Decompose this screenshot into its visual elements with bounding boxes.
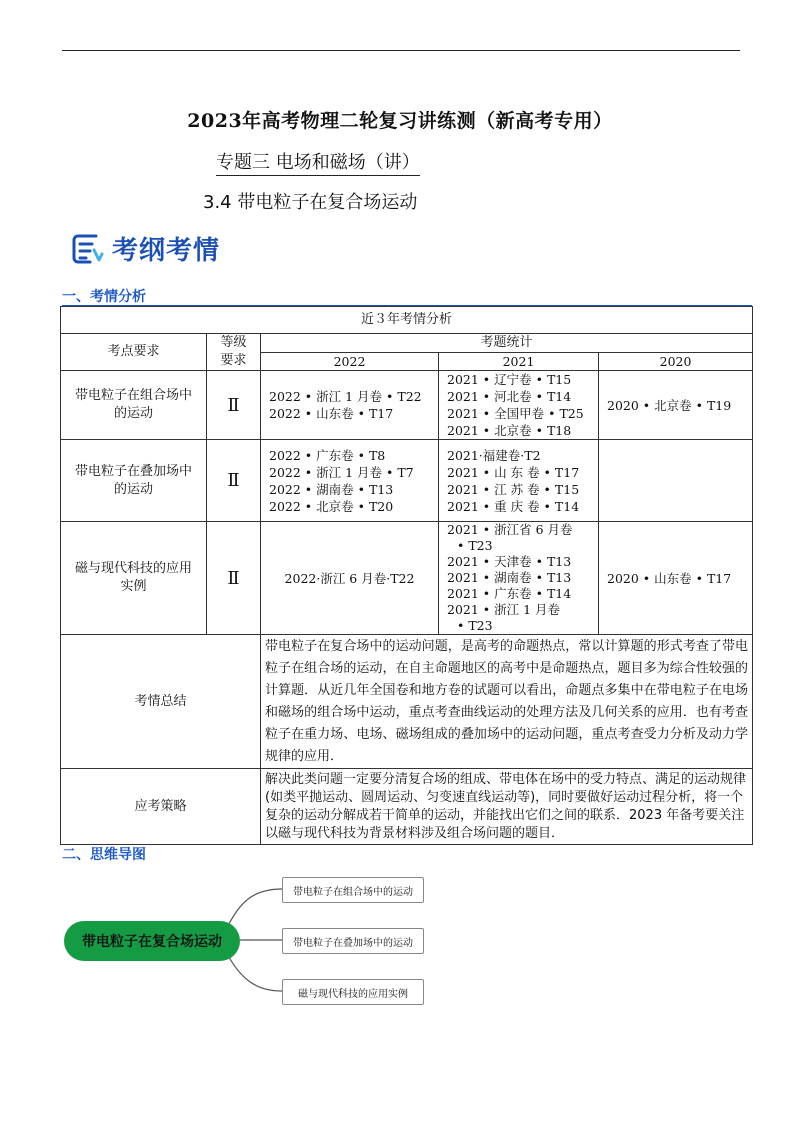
exam-analysis-table	[60, 306, 753, 845]
mindmap-branch-superposed-field: 带电粒子在叠加场中的运动	[282, 928, 424, 954]
mindmap-branch-applications: 磁与现代科技的应用实例	[282, 979, 424, 1005]
row-2021	[439, 371, 599, 440]
header-stats: 考题统计	[261, 334, 753, 353]
exam-ref: 2022 • 浙江 1 月卷 • T22	[269, 389, 422, 404]
summary-text: 带电粒子在复合场中的运动问题，是高考的命题热点，常以计算题的形式考查了带电粒子在组合场的运动，在自主命题地区的高考中是命题热点，题目多为综合性较强的计算题．从近几年全国卷和地方卷的试题可以看出，命题点多集中在带电粒子在电场和磁场的组合场中运动，重点考查曲线运动的处理方法及几何关系的应用．也有考查粒子在重力场、电场、磁场组成的叠加场中的运动问题，重点考查受力分析及动力学规律的应用．	[261, 635, 753, 769]
exam-ref: 2022 • 湖南卷 • T13	[269, 481, 394, 497]
row-2022	[261, 522, 439, 635]
exam-ref: 2022 • 广东卷 • T8	[269, 447, 386, 463]
exam-ref: 2021·福建卷·T2	[447, 447, 541, 463]
mindmap-branch-combined-field: 带电粒子在组合场中的运动	[282, 877, 424, 903]
row-2022	[261, 371, 439, 440]
row-level: Ⅱ	[207, 371, 261, 440]
mindmap-root: 带电粒子在复合场运动	[64, 921, 240, 961]
section-title: 3.4 带电粒子在复合场运动	[203, 192, 418, 213]
document-title: 2023年高考物理二轮复习讲练测（新高考专用）	[187, 110, 613, 132]
header-rule	[62, 50, 740, 51]
exam-ref: 2021 • 重 庆 卷 • T14	[447, 498, 580, 514]
strategy-text: 解决此类问题一定要分清复合场的组成、带电体在场中的受力特点、满足的运动规律(如类平抛运动、圆周运动、匀变速直线运动等)，同时要做好运动过程分析，将一个复杂的运动分解成若干简单的运动，并能找出它们之间的联系．2023 年备考要关注以磁与现代科技为背景材料涉及组合场问题的题目．	[261, 769, 753, 845]
strategy-label: 应考策略	[61, 769, 261, 845]
row-2020-empty	[599, 440, 753, 522]
exam-ref: 2021 • 河北卷 • T14	[447, 389, 572, 404]
summary-label: 考情总结	[61, 635, 261, 769]
exam-ref: 2022 • 山东卷 • T17	[269, 406, 394, 421]
row-point: 带电粒子在组合场中的运动	[61, 371, 207, 440]
row-2020	[599, 371, 753, 440]
row-2021	[439, 440, 599, 522]
topic-subtitle: 专题三 电场和磁场（讲）	[216, 148, 420, 176]
connector-3	[226, 952, 282, 991]
table-row	[61, 522, 753, 635]
table-row	[61, 440, 753, 522]
row-level: Ⅱ	[207, 440, 261, 522]
exam-ref: 2021 • 全国甲卷 • T25	[447, 406, 584, 421]
row-point: 带电粒子在叠加场中的运动	[61, 440, 207, 522]
connector-1	[226, 889, 282, 930]
exam-ref: 2021 • 湖南卷 • T13	[447, 570, 572, 585]
exam-outline-banner	[70, 226, 220, 270]
exam-ref: 2022·浙江 6 月卷·T22	[284, 571, 415, 586]
exam-ref: 2021 • 北京卷 • T18	[447, 423, 572, 438]
strategy-row	[61, 769, 753, 845]
banner-label: 考纲考情	[112, 235, 221, 266]
exam-ref: 2021 • 辽宁卷 • T15	[447, 372, 572, 387]
exam-ref: 2021 • 天津卷 • T13	[447, 554, 572, 569]
exam-ref: • T23	[457, 538, 493, 553]
exam-ref: 2021 • 江 苏 卷 • T15	[447, 481, 580, 497]
exam-ref: 2021 • 山 东 卷 • T17	[447, 464, 580, 480]
summary-row	[61, 635, 753, 769]
exam-ref: 2021 • 浙江省 6 月卷	[447, 522, 573, 537]
exam-ref: 2021 • 广东卷 • T14	[447, 586, 572, 601]
exam-ref: 2022 • 北京卷 • T20	[269, 498, 394, 514]
row-2021	[439, 522, 599, 635]
section-heading-analysis: 一、考情分析	[62, 289, 146, 305]
exam-ref: • T23	[457, 618, 493, 633]
header-2020: 2020	[599, 353, 753, 371]
section-heading-mindmap: 二、思维导图	[62, 847, 146, 863]
header-point: 考点要求	[61, 334, 207, 371]
table-row	[61, 371, 753, 440]
header-2021: 2021	[439, 353, 599, 371]
exam-ref: 2020 • 山东卷 • T17	[607, 570, 732, 586]
header-2022: 2022	[261, 353, 439, 371]
row-2020	[599, 522, 753, 635]
exam-ref: 2021 • 浙江 1 月卷	[447, 602, 561, 617]
row-2022	[261, 440, 439, 522]
exam-ref: 2020 • 北京卷 • T19	[607, 397, 732, 413]
list-icon	[70, 230, 106, 266]
row-point: 磁与现代科技的应用实例	[61, 522, 207, 635]
row-level: Ⅱ	[207, 522, 261, 635]
table-caption: 近３年考情分析	[61, 307, 753, 334]
exam-ref: 2022 • 浙江 1 月卷 • T7	[269, 464, 414, 480]
header-level: 等级要求	[207, 334, 261, 371]
